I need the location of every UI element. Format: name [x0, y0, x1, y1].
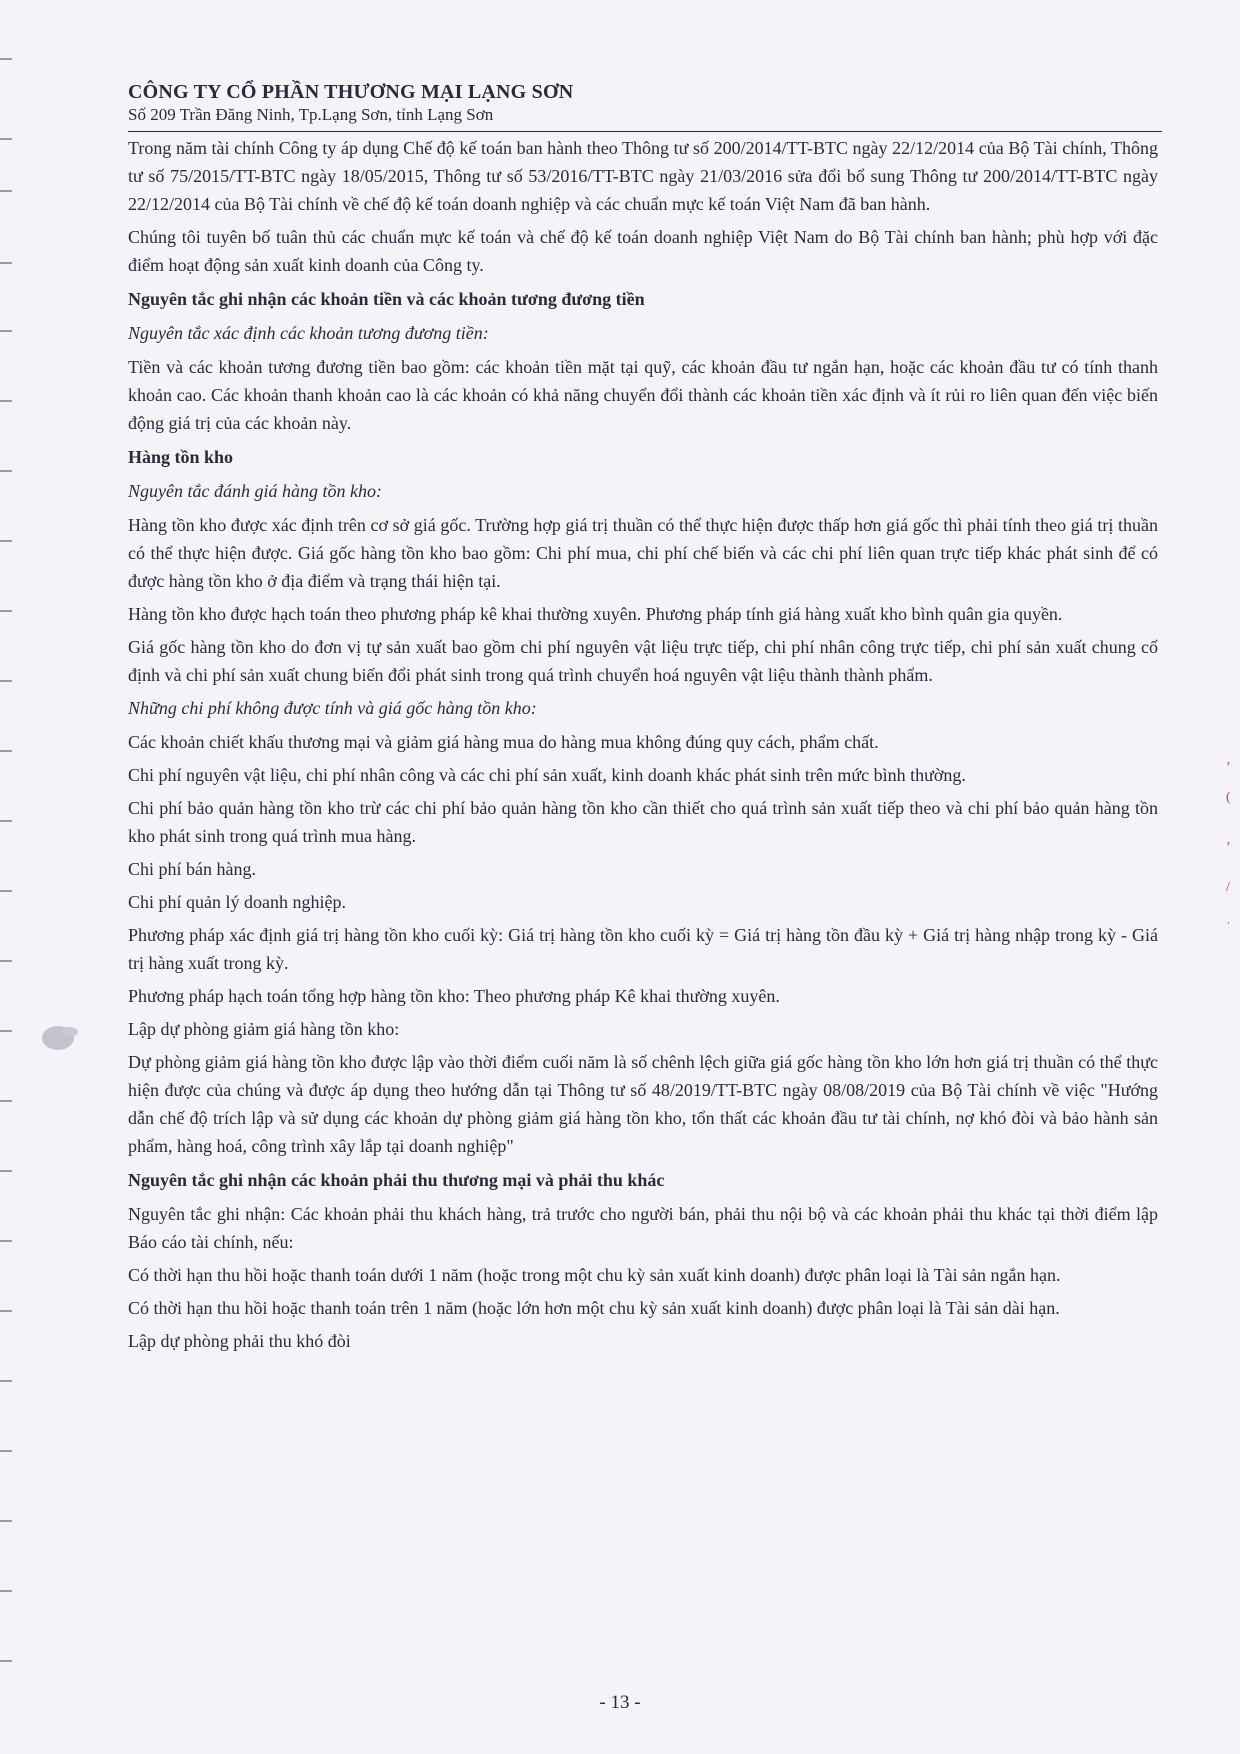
company-address: Số 209 Trần Đăng Ninh, Tp.Lạng Sơn, tỉnh Lạng Sơn	[128, 105, 494, 124]
paragraph: Phương pháp xác định giá trị hàng tồn kho cuối kỳ: Giá trị hàng tồn kho cuối kỳ = Giá trị hàng tồn đầu kỳ + Giá trị hàng nhập trong kỳ - Giá trị hàng xuất trong kỳ.	[128, 925, 1158, 973]
stamp-mark: ˌ	[1226, 910, 1231, 925]
edge-mark	[0, 610, 12, 612]
edge-mark	[0, 1240, 12, 1242]
edge-mark	[0, 820, 12, 822]
edge-mark	[0, 400, 12, 402]
edge-mark	[0, 470, 12, 472]
subheading: Nguyên tắc đánh giá hàng tồn kho:	[128, 481, 382, 501]
paragraph: Hàng tồn kho được hạch toán theo phương pháp kê khai thường xuyên. Phương pháp tính giá hàng xuất kho bình quân gia quyền.	[128, 604, 1063, 624]
paragraph: Chúng tôi tuyên bố tuân thủ các chuẩn mực kế toán và chế độ kế toán doanh nghiệp Việt Nam do Bộ Tài chính ban hành; phù hợp với đặc điểm hoạt động sản xuất kinh doanh của Công ty.	[128, 227, 1158, 275]
edge-mark	[0, 1310, 12, 1312]
edge-mark	[0, 1100, 12, 1102]
paragraph: Giá gốc hàng tồn kho do đơn vị tự sản xuất bao gồm chi phí nguyên vật liệu trực tiếp, chi phí nhân công trực tiếp, chi phí sản xuất chung cố định và chi phí sản xuất chung biến đổi phát sinh trong quá trình chuyển hoá nguyên vật liệu thành thành phẩm.	[128, 637, 1158, 685]
edge-mark	[0, 262, 12, 264]
edge-mark	[0, 890, 12, 892]
paragraph: Chi phí nguyên vật liệu, chi phí nhân công và các chi phí sản xuất, kinh doanh khác phát sinh trên mức bình thường.	[128, 765, 966, 785]
edge-mark	[0, 1030, 12, 1032]
edge-mark	[0, 1380, 12, 1382]
stamp-mark: (	[1226, 790, 1231, 805]
stamp-mark: ʼ	[1226, 840, 1231, 855]
paragraph: Chi phí bán hàng.	[128, 859, 256, 879]
edge-mark	[0, 138, 12, 140]
document-body	[128, 134, 1158, 1360]
paragraph: Dự phòng giảm giá hàng tồn kho được lập vào thời điểm cuối năm là số chênh lệch giữa giá gốc hàng tồn kho lớn hơn giá trị thuần có thể thực hiện được của chúng và được áp dụng theo hướng dẫn tại Thông tư số 48/2019/TT-BTC ngày 08/08/2019 của Bộ Tài chính về việc "Hướng dẫn chế độ trích lập và sử dụng các khoản dự phòng giảm giá hàng tồn kho, tổn thất các khoản đầu tư tài chính, nợ khó đòi và bảo hành sản phẩm, hàng hoá, công trình xây lắp tại doanh nghiệp"	[128, 1052, 1158, 1156]
section-heading: Nguyên tắc ghi nhận các khoản phải thu thương mại và phải thu khác	[128, 1170, 665, 1190]
paragraph: Các khoản chiết khấu thương mại và giảm giá hàng mua do hàng mua không đúng quy cách, phẩm chất.	[128, 732, 879, 752]
subheading: Nguyên tắc xác định các khoản tương đương tiền:	[128, 323, 489, 343]
company-name: CÔNG TY CỔ PHẦN THƯƠNG MẠI LẠNG SƠN	[128, 81, 574, 103]
edge-mark	[0, 190, 12, 192]
binding-edge-marks	[0, 0, 14, 1754]
subheading: Những chi phí không được tính và giá gốc hàng tồn kho:	[128, 698, 537, 718]
paragraph: Chi phí quản lý doanh nghiệp.	[128, 892, 346, 912]
paragraph: Có thời hạn thu hồi hoặc thanh toán dưới 1 năm (hoặc trong một chu kỳ sản xuất kinh doanh) được phân loại là Tài sản ngắn hạn.	[128, 1265, 1061, 1285]
edge-mark	[0, 960, 12, 962]
paragraph: Nguyên tắc ghi nhận: Các khoản phải thu khách hàng, trả trước cho người bán, phải thu nội bộ và các khoản phải thu khác tại thời điểm lập Báo cáo tài chính, nếu:	[128, 1204, 1158, 1252]
paragraph: Có thời hạn thu hồi hoặc thanh toán trên 1 năm (hoặc lớn hơn một chu kỳ sản xuất kinh doanh) được phân loại là Tài sản dài hạn.	[128, 1298, 1060, 1318]
paragraph: Trong năm tài chính Công ty áp dụng Chế độ kế toán ban hành theo Thông tư số 200/2014/TT-BTC ngày 22/12/2014 của Bộ Tài chính, Thông tư số 75/2015/TT-BTC ngày 18/05/2015, Thông tư số 53/2016/TT-BTC ngày 21/03/2016 sửa đổi bổ sung Thông tư 200/2014/TT-BTC ngày 22/12/2014 của Bộ Tài chính về chế độ kế toán doanh nghiệp và các chuẩn mực kế toán Việt Nam đã ban hành.	[128, 138, 1158, 214]
edge-mark	[0, 330, 12, 332]
paragraph: Lập dự phòng phải thu khó đòi	[128, 1331, 351, 1351]
paragraph: Tiền và các khoản tương đương tiền bao gồm: các khoản tiền mặt tại quỹ, các khoản đầu tư ngắn hạn, hoặc các khoản đầu tư có tính thanh khoản cao. Các khoản thanh khoản cao là các khoản có khả năng chuyển đổi thành các khoản tiền xác định và ít rủi ro liên quan đến việc biến động giá trị của các khoản này.	[128, 357, 1158, 433]
edge-mark	[0, 58, 12, 60]
edge-mark	[0, 750, 12, 752]
edge-mark	[0, 1520, 12, 1522]
paragraph: Phương pháp hạch toán tổng hợp hàng tồn kho: Theo phương pháp Kê khai thường xuyên.	[128, 986, 780, 1006]
paragraph: Hàng tồn kho được xác định trên cơ sở giá gốc. Trường hợp giá trị thuần có thể thực hiện được thấp hơn giá gốc thì phải tính theo giá trị thuần có thể thực hiện được. Giá gốc hàng tồn kho bao gồm: Chi phí mua, chi phí chế biến và các chi phí liên quan trực tiếp khác phát sinh để có được hàng tồn kho ở địa điểm và trạng thái hiện tại.	[128, 515, 1158, 591]
edge-mark	[0, 680, 12, 682]
stamp-mark: ʼ	[1226, 760, 1231, 775]
section-heading: Nguyên tắc ghi nhận các khoản tiền và các khoản tương đương tiền	[128, 289, 645, 309]
paragraph: Chi phí bảo quản hàng tồn kho trừ các chi phí bảo quản hàng tồn kho cần thiết cho quá trình sản xuất tiếp theo và chi phí bảo quản hàng tồn kho phát sinh trong quá trình mua hàng.	[128, 798, 1158, 846]
section-heading: Hàng tồn kho	[128, 447, 234, 467]
document-header	[128, 80, 1158, 126]
page-number: - 13 -	[599, 1692, 641, 1713]
edge-mark	[0, 540, 12, 542]
paragraph: Lập dự phòng giảm giá hàng tồn kho:	[128, 1019, 400, 1039]
scan-smudge	[36, 1016, 86, 1060]
edge-mark	[0, 1660, 12, 1662]
red-stamp-edge-marks	[1226, 760, 1236, 940]
edge-mark	[0, 1450, 12, 1452]
edge-mark	[0, 1170, 12, 1172]
edge-mark	[0, 1590, 12, 1592]
header-rule	[128, 131, 1162, 132]
stamp-mark: /	[1226, 880, 1230, 895]
